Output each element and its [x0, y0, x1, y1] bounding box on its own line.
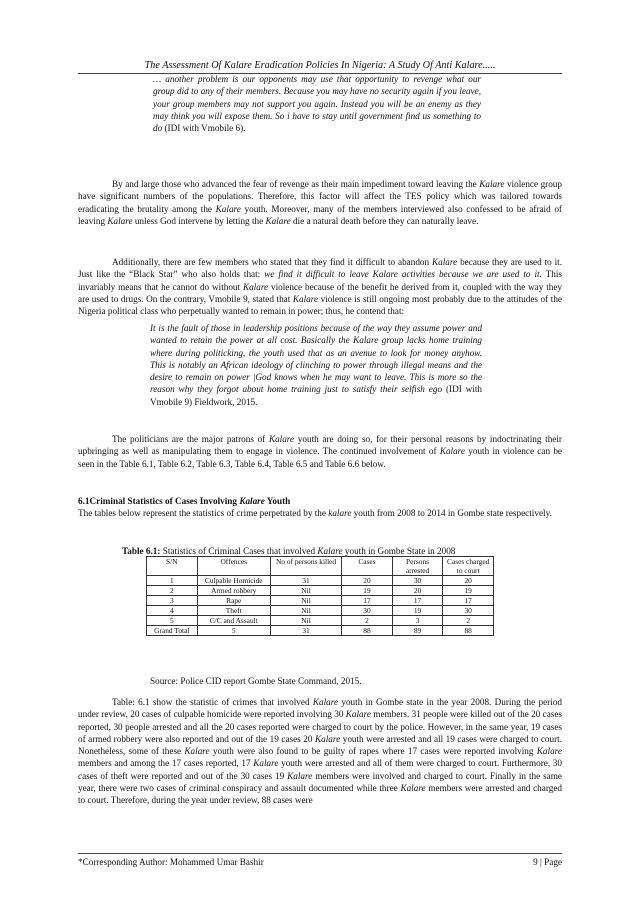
- table-cell: Theft: [197, 606, 270, 616]
- text-run: members. 31 people were killed out of the 20 cases reported, 30 people arrested and all the 20 cases reported were charged to court by the police. However, in the same year, 19 cases of armed robbery were also reported and out of the 19 cases 20: [78, 709, 562, 744]
- kalare-term: Kalare: [253, 758, 279, 769]
- text-run: 6.1Criminal Statistics of Cases Involving: [78, 496, 240, 506]
- table-cell: Grand Total: [147, 626, 198, 636]
- table-cell: 20: [342, 576, 393, 586]
- section-6-1: [78, 495, 562, 520]
- kalare-term: Kalare: [239, 496, 265, 506]
- inline-quote: we find it difficult to leave Kalare activities because we are used to it.: [264, 269, 542, 280]
- table-cell: 31: [270, 626, 341, 636]
- column-header: Persons arrested: [392, 557, 443, 576]
- column-header: Cases charged to court: [443, 557, 494, 576]
- table-cell: 2: [147, 586, 198, 596]
- text-run: Additionally, there are few members who stated that they find it difficult to abandon: [112, 257, 433, 267]
- paragraph-4: [78, 696, 562, 807]
- table-cell: Nil: [270, 586, 341, 596]
- table-cell: Armed robbery: [197, 586, 270, 596]
- text-run: youth were arrested and all of them were charged to court. Furthermore, 30 cases of theft were reported and out of the 30 cases 19: [78, 758, 562, 781]
- kalare-term: Kalare: [292, 293, 319, 304]
- table-cell: Nil: [270, 606, 341, 616]
- table-cell: 88: [443, 626, 494, 636]
- column-header: Offences: [197, 557, 270, 576]
- table-cell: 3: [392, 616, 443, 626]
- interview-quote-1: [153, 73, 481, 134]
- kalare-term: Kalare: [432, 257, 458, 267]
- text-run: youth from 2008 to 2014 in Gombe state respectively.: [351, 508, 552, 519]
- table-cell: 5: [197, 626, 270, 636]
- table-row: [147, 586, 494, 596]
- table-cell: 30: [392, 576, 443, 586]
- kalare-term: Kalare: [265, 215, 291, 226]
- paragraph-3: [78, 433, 562, 470]
- table-cell: 89: [392, 626, 443, 636]
- text-run: By and large those who advanced the fear of revenge as their main impediment toward leaving the: [112, 179, 480, 189]
- kalare-term: Kalare: [479, 179, 505, 189]
- table-cell: 19: [392, 606, 443, 616]
- table-header-row: [147, 557, 494, 576]
- text-run: members and among the 17 cases reported, 17: [78, 758, 254, 769]
- kalare-term: Kalare: [317, 546, 343, 556]
- text-run: members were involved and charged to court. Finally in the same year, there were two cases of criminal conspiracy and assault documented while three: [78, 770, 562, 794]
- kalare-term: Kalare: [242, 281, 269, 292]
- table-cell: Culpable Homicide: [197, 576, 270, 586]
- kalare-term: Kalare: [184, 746, 210, 757]
- kalare-term: Kalare: [536, 746, 562, 757]
- table-cell: 17: [342, 596, 393, 606]
- kalare-term: Kalare: [400, 783, 426, 794]
- text-run: youth in Gombe state in the year 2008. During the period under review, 20 cases of culpable homicide were reported involving 30: [78, 697, 562, 720]
- text-run: Youth: [264, 496, 291, 506]
- paragraph-1: [78, 178, 562, 227]
- text-run: youth in violence can be seen in the Table 6.1, Table 6.2, Table 6.3, Table 6.4, Table 6.5 and Table 6.6 below.: [78, 446, 562, 469]
- kalare-term: Kalare: [345, 709, 371, 720]
- text-run: members were arrested and charged to court. Therefore, during the year under review, 88 cases were: [78, 783, 563, 806]
- text-run: Table: 6.1 show the statistic of crimes that involved: [112, 697, 313, 707]
- text-run: youth in Gombe State in 2008: [342, 546, 456, 556]
- text-run: because they are used to it. Just like the “Black Star” who also holds that:: [78, 257, 563, 280]
- table-cell: Nil: [270, 616, 341, 626]
- table-cell: 30: [342, 606, 393, 616]
- table-cell: 2: [443, 616, 494, 626]
- text-run: This invariably means that he cannot do without: [78, 269, 562, 292]
- table-cell: 5: [147, 616, 198, 626]
- text-run: The tables below represent the statistics of crime perpetrated by the: [78, 508, 329, 519]
- text-run: youth were arrested and all 19 cases were charged to court. Nonetheless, some of these: [78, 733, 562, 757]
- kalare-term: Kalare: [315, 733, 341, 744]
- paragraph-2: [78, 256, 562, 317]
- text-run: The politicians are the major patrons of: [112, 434, 269, 444]
- kalare-term: Kalare: [268, 434, 295, 444]
- crime-statistics-table: [146, 556, 494, 636]
- page-number: 9 | Page: [533, 857, 562, 867]
- quote-2-text: It is the fault of those in leadership positions because of the way they assume power and wanted to retain the power at all cost. Basically the Kalare group lacks home training where during politicking, the youth used that as an avenue to look for money anyhow. This is notably an African ideology of clinching to power through illegal means and the desire to remain on power |God knows when he may want to leave. This is more so the reason why they forgot about home training just to satisfy their selfish ego: [150, 323, 482, 395]
- table-cell: 17: [443, 596, 494, 606]
- table-row: [147, 606, 494, 616]
- table-cell: 19: [342, 586, 393, 596]
- table-cell: 20: [443, 576, 494, 586]
- text-run: violence is still ongoing most probably due to the attitudes of the Nigeria political class who perpetually wanted to remain in power; thus, he contend that:: [78, 293, 562, 317]
- table-source: Source: Police CID report Gombe State Command, 2015.: [150, 676, 362, 686]
- text-run: youth. Moreover, many of the members interviewed also confessed to be afraid of leaving: [78, 203, 562, 226]
- kalare-term: Kalare: [287, 770, 313, 781]
- table-cell: 30: [443, 606, 494, 616]
- page-footer: [78, 853, 562, 867]
- corresponding-author: *Corresponding Author: Mohammed Umar Bashir: [78, 857, 264, 867]
- table-cell: Nil: [270, 596, 341, 606]
- quote-1-citation: (IDI with Vmobile 6).: [164, 123, 246, 134]
- text-run: youth were also found to be guilty of rapes where 17 cases were reported involving: [209, 746, 537, 757]
- section-intro: [78, 507, 562, 519]
- text-run: violence group have significant numbers of the populations. Therefore, this factor will affect the TES policy which was tailored towards eradicating the brutality among the: [78, 179, 562, 214]
- column-header: No of persons killed: [270, 557, 341, 576]
- table-row: [147, 616, 494, 626]
- table-cell: Rape: [197, 596, 270, 606]
- kalare-term: Kalare: [107, 215, 133, 226]
- kalare-term: Kalare: [312, 697, 339, 707]
- table-label: Table 6.1:: [122, 546, 161, 556]
- text-run: Statistics of Criminal Cases that involved: [160, 546, 318, 556]
- table-cell: 1: [147, 576, 198, 586]
- text-run: youth are doing so, for their personal reasons by indoctrinating their upbringing as well as manipulating them to engage in violence. The continued involvement of: [78, 434, 562, 457]
- table-row: [147, 596, 494, 606]
- text-run: unless God intervene by letting the: [132, 215, 266, 226]
- table-cell: 17: [392, 596, 443, 606]
- running-header: The Assessment Of Kalare Eradication Policies In Nigeria: A Study Of Anti Kalare.....: [78, 60, 562, 74]
- table-total-row: [147, 626, 494, 636]
- kalare-term: kalare: [328, 508, 352, 519]
- table-cell: 3: [147, 596, 198, 606]
- quote-2-citation: (IDI with Vmobile 9) Fieldwork, 2015.: [150, 384, 483, 407]
- table-cell: 4: [147, 606, 198, 616]
- table-cell: 88: [342, 626, 393, 636]
- interview-quote-2: [150, 322, 482, 408]
- column-header: Cases: [342, 557, 393, 576]
- section-heading: [78, 495, 562, 507]
- table-cell: 31: [270, 576, 341, 586]
- table-cell: 2: [342, 616, 393, 626]
- column-header: S/N: [147, 557, 198, 576]
- text-run: violence because of the benefit he derived from it, coupled with the way they are used to drugs. On the contrary, Vmobile 9, stated that: [78, 281, 563, 304]
- table-cell: 19: [443, 586, 494, 596]
- table-cell: C/C and Assault: [197, 616, 270, 626]
- quote-1-text: … another problem is our opponents may use that opportunity to revenge what our group did to any of their members. Because you may have no security again if you leave, your group members may not support you again. Instead you will be an enemy as they may think you will expose them. So i have to stay until government find us something to do: [153, 74, 481, 134]
- text-run: die a natural death before they can naturally leave.: [290, 215, 479, 226]
- kalare-term: Kalare: [215, 203, 241, 214]
- table-cell: 20: [392, 586, 443, 596]
- table-row: [147, 576, 494, 586]
- kalare-term: Kalare: [439, 446, 465, 457]
